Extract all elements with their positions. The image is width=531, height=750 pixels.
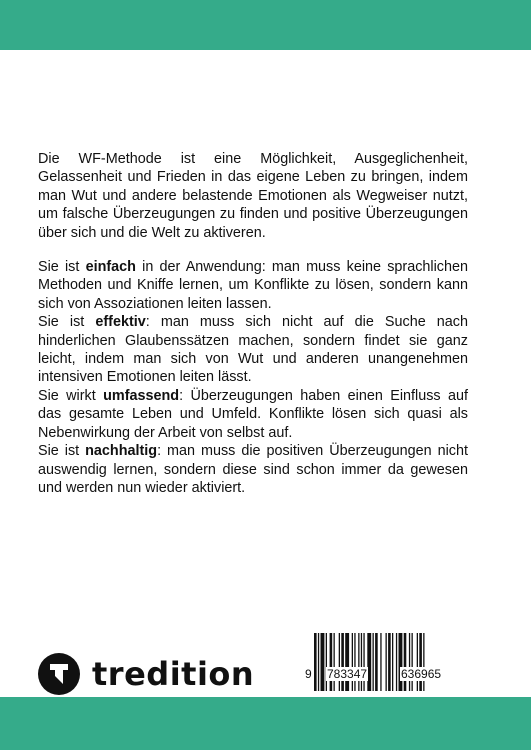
barcode-bar [404, 633, 407, 691]
publisher-logo [38, 653, 254, 695]
isbn-lead-digit: 9 [305, 667, 312, 681]
bottom-color-band [0, 697, 531, 750]
barcode-bar [386, 633, 387, 691]
point-nachhaltig: Sie ist nachhaltig: man muss die positiven Überzeugungen nicht auswendig lernen, sondern diese sind schon immer da gewesen und werden nun wieder aktiviert. [38, 443, 468, 496]
barcode-bar [409, 633, 410, 691]
barcode-bar [412, 633, 413, 691]
isbn-number [305, 667, 474, 681]
barcode-bar [392, 633, 393, 691]
barcode-bar [388, 633, 391, 691]
term-effektiv: effektiv [95, 314, 146, 331]
tredition-logo-icon [38, 653, 80, 695]
barcode-bar [375, 633, 378, 691]
barcode-bar [352, 633, 353, 691]
barcode-bar [361, 633, 362, 691]
back-cover-blurb [38, 150, 468, 497]
barcode-bar [417, 633, 418, 691]
term-umfassend: umfassend [103, 387, 180, 404]
barcode-bar [363, 633, 364, 691]
isbn-barcode [314, 633, 470, 691]
barcode-bar [358, 633, 359, 691]
barcode-bar [339, 633, 340, 691]
barcode-bar [399, 633, 403, 691]
barcode-bar [330, 633, 333, 691]
isbn-group-1: 783347 [327, 667, 368, 681]
barcode-bar [354, 633, 355, 691]
term-nachhaltig: nachhaltig [85, 443, 158, 460]
barcode-bar [396, 633, 397, 691]
barcode-bar [367, 633, 371, 691]
barcode-bar [419, 633, 422, 691]
isbn-group-2: 636965 [401, 667, 442, 681]
barcode-bar [380, 633, 381, 691]
point-einfach: Sie ist einfach in der Anwendung: man muss keine sprachlichen Methoden und Kniffe lernen, um Konflikte zu lösen, sondern kann sich von Assoziationen leiten lassen. [38, 259, 469, 312]
point-effektiv: Sie ist effektiv: man muss sich nicht auf die Suche nach hinderlichen Glaubenssätzen machen, sondern findet sie ganz leicht, indem man sich von Wut und anderen unangenehmen intensiven Emotionen leiten lässt. [38, 314, 468, 386]
barcode-bar [321, 633, 325, 691]
term-einfach: einfach [85, 259, 136, 276]
barcode-bar [345, 633, 349, 691]
barcode-bar [334, 633, 335, 691]
barcode-bar [314, 633, 317, 691]
barcode-bar [373, 633, 374, 691]
intro-paragraph: Die WF-Methode ist eine Möglichkeit, Ausgeglichenheit, Gelassenheit und Frieden in das eigene Leben zu bringen, indem man Wut und andere belastende Emotionen als Wegweiser nutzt, um falsche Überzeugungen zu finden und positive Überzeugungen über sich und die Welt zu aktiveren. [38, 151, 468, 241]
barcode-bar [341, 633, 344, 691]
point-umfassend: Sie wirkt umfassend: Überzeugungen haben einen Einfluss auf das gesamte Leben und Umfeld. Konflikte lösen sich quasi als Nebenwirkung der Arbeit von selbst auf. [38, 387, 468, 441]
publisher-name: tredition [92, 655, 255, 693]
barcode-bar [318, 633, 319, 691]
barcode-bar [423, 633, 424, 691]
top-color-band [0, 0, 531, 50]
barcode-bar [326, 633, 327, 691]
